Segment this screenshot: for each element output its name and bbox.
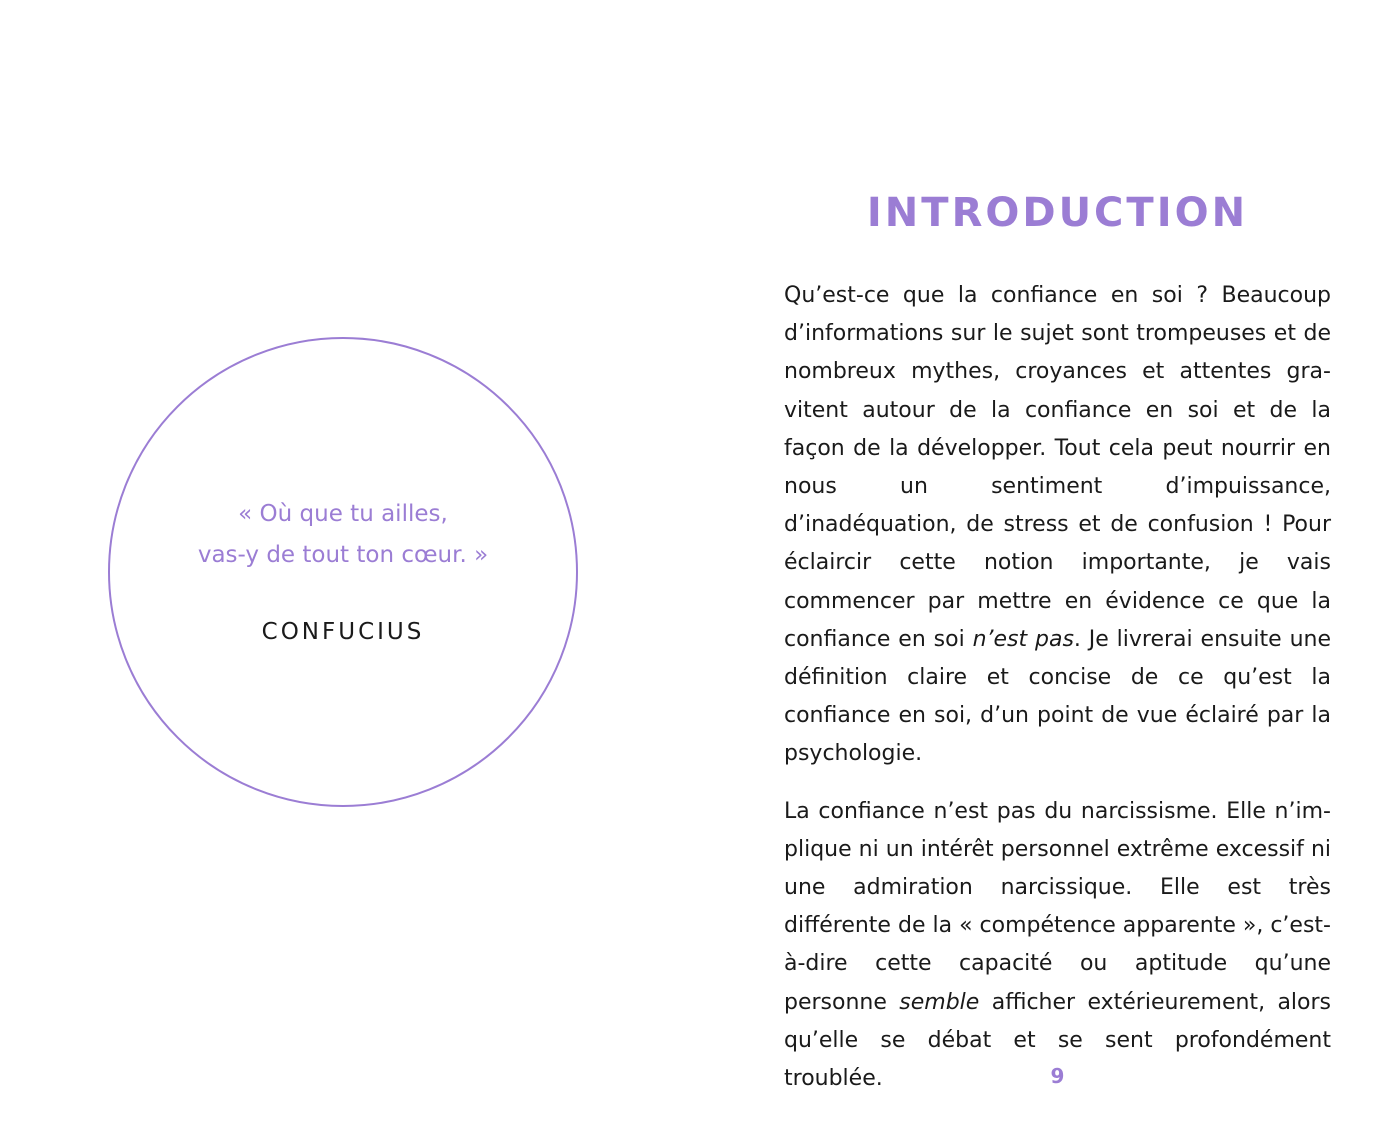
- paragraph-1-emphasis: n’est pas: [972, 626, 1074, 652]
- paragraph-2: [784, 793, 1331, 1099]
- paragraph-1: [784, 277, 1331, 774]
- quote-line-2: vas-y de tout ton cœur. »: [197, 542, 489, 568]
- quote-line-1: « Où que tu ailles,: [238, 501, 448, 527]
- paragraph-1-part-2: . Je livrerai ensuite une définition claire et concise de ce qu’est la confiance en soi, d’un point de vue éclairé par la psychologie.: [784, 626, 1331, 767]
- paragraph-2-part-2: afficher extérieurement, alors qu’elle se débat et se sent profondément troublée.: [784, 989, 1331, 1092]
- chapter-title: INTRODUCTION: [866, 190, 1249, 236]
- paragraph-1-part-1: Qu’est-ce que la confiance en soi ? Beaucoup d’informations sur le sujet sont trompeuses et de nombreux mythes, croyances et attentes gravitent autour de la confiance en soi et de la façon de la développer. Tout cela peut nourrir en nous un sentiment d’impuissance, d’inadéquation, de stress et de confusion ! Pour éclaircir cette notion importante, je vais commencer par mettre en évidence ce que la confiance en soi: [784, 283, 1331, 652]
- right-page: [700, 0, 1400, 1133]
- paragraph-2-emphasis: semble: [899, 989, 980, 1015]
- paragraph-2-part-1: La confiance n’est pas du narcissisme. Elle n’implique ni un intérêt personnel extrême excessif ni une admiration narcissique. Elle est très différente de la « compétence apparente », c’est-à-dire cette capacité ou aptitude qu’une personne: [784, 798, 1331, 1015]
- epigraph-quote: [108, 494, 578, 576]
- body-text: [784, 277, 1331, 1117]
- page-number: 9: [1050, 1064, 1065, 1088]
- quote-author: CONFUCIUS: [261, 619, 425, 645]
